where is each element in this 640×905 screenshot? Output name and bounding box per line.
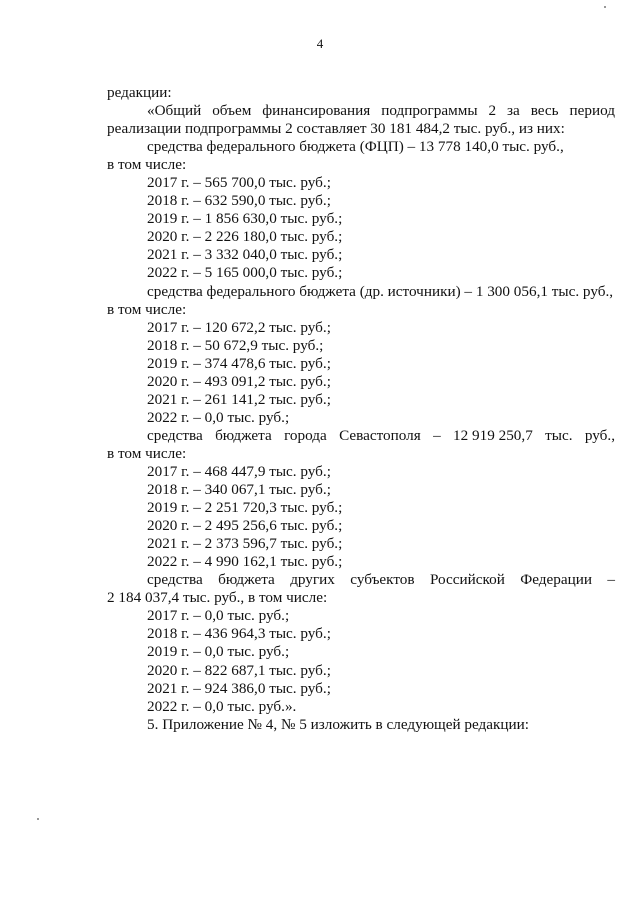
federal-fcp-year: 2017 г. – 565 700,0 тыс. руб.; [147, 174, 331, 192]
other-subjects-header [107, 571, 615, 589]
scan-speck [604, 6, 606, 8]
intro-word: за [507, 102, 520, 120]
sevastopol-year: 2021 г. – 2 373 596,7 тыс. руб.; [147, 535, 343, 553]
sevastopol-year: 2018 г. – 340 067,1 тыс. руб.; [147, 481, 331, 499]
federal-fcp-year: 2018 г. – 632 590,0 тыс. руб.; [147, 192, 331, 210]
sevastopol-year: 2019 г. – 2 251 720,3 тыс. руб.; [147, 499, 343, 517]
sevastopol-word: – [433, 426, 441, 444]
other-subjects-word: субъектов [350, 571, 415, 589]
intro-line-1: редакции: [107, 84, 172, 101]
sevastopol-word: средства [147, 426, 203, 444]
page-number: 4 [316, 36, 324, 51]
intro-word: финансирования [262, 102, 371, 120]
closing-paragraph: 5. Приложение № 4, № 5 изложить в следующей редакции: [147, 715, 529, 733]
other-subjects-header-cont: 2 184 037,4 тыс. руб., в том числе: [107, 589, 328, 607]
sevastopol-year: 2022 г. – 4 990 162,1 тыс. руб.; [147, 553, 343, 571]
sevastopol-word: тыс. [545, 426, 573, 444]
intro-word: период [569, 102, 615, 120]
sevastopol-header [107, 427, 615, 445]
other-subjects-year: 2017 г. – 0,0 тыс. руб.; [147, 607, 290, 625]
federal-other-header: средства федерального бюджета (др. источники) – 1 300 056,1 тыс. руб., [147, 282, 614, 300]
intro-word: подпрограммы [381, 102, 478, 120]
federal-other-year: 2021 г. – 261 141,2 тыс. руб.; [147, 390, 331, 408]
sevastopol-word: руб., [584, 426, 615, 444]
intro-word: весь [530, 102, 559, 120]
intro-word: объем [212, 102, 252, 120]
federal-fcp-year: 2022 г. – 5 165 000,0 тыс. руб.; [147, 264, 343, 282]
federal-other-year: 2018 г. – 50 672,9 тыс. руб.; [147, 336, 324, 354]
intro-word: «Общий [147, 102, 202, 120]
scan-speck [37, 818, 39, 820]
sevastopol-year: 2020 г. – 2 495 256,6 тыс. руб.; [147, 517, 343, 535]
intro-line-2 [107, 102, 615, 120]
intro-line-3: реализации подпрограммы 2 составляет 30 181 484,2 тыс. руб., из них: [107, 120, 565, 138]
sevastopol-word: бюджета [215, 426, 272, 444]
other-subjects-year: 2019 г. – 0,0 тыс. руб.; [147, 643, 290, 661]
document-body [107, 84, 615, 734]
other-subjects-word: Российской [429, 571, 505, 589]
federal-fcp-in-total: в том числе: [107, 156, 187, 174]
other-subjects-year: 2018 г. – 436 964,3 тыс. руб.; [147, 625, 331, 643]
sevastopol-in-total: в том числе: [107, 444, 187, 462]
federal-fcp-year: 2019 г. – 1 856 630,0 тыс. руб.; [147, 210, 343, 228]
federal-fcp-year: 2020 г. – 2 226 180,0 тыс. руб.; [147, 228, 343, 246]
federal-fcp-year: 2021 г. – 3 332 040,0 тыс. руб.; [147, 246, 343, 264]
other-subjects-word: – [607, 571, 615, 589]
intro-word: 2 [488, 102, 497, 120]
sevastopol-year: 2017 г. – 468 447,9 тыс. руб.; [147, 462, 331, 480]
other-subjects-year: 2021 г. – 924 386,0 тыс. руб.; [147, 679, 331, 697]
sevastopol-word: города [284, 426, 327, 444]
federal-fcp-header: средства федерального бюджета (ФЦП) – 13 778 140,0 тыс. руб., [147, 138, 564, 156]
other-subjects-year: 2022 г. – 0,0 тыс. руб.». [147, 697, 297, 715]
federal-other-year: 2017 г. – 120 672,2 тыс. руб.; [147, 318, 331, 336]
sevastopol-word: Севастополя [339, 426, 421, 444]
other-subjects-year: 2020 г. – 822 687,1 тыс. руб.; [147, 661, 331, 679]
federal-other-year: 2020 г. – 493 091,2 тыс. руб.; [147, 372, 331, 390]
other-subjects-word: бюджета [218, 571, 275, 589]
federal-other-in-total: в том числе: [107, 300, 187, 318]
other-subjects-word: Федерации [520, 571, 592, 589]
federal-other-year: 2022 г. – 0,0 тыс. руб.; [147, 408, 290, 426]
sevastopol-word: 12 919 250,7 [453, 426, 533, 444]
other-subjects-word: средства [147, 571, 203, 589]
federal-other-year: 2019 г. – 374 478,6 тыс. руб.; [147, 354, 331, 372]
other-subjects-word: других [290, 571, 335, 589]
